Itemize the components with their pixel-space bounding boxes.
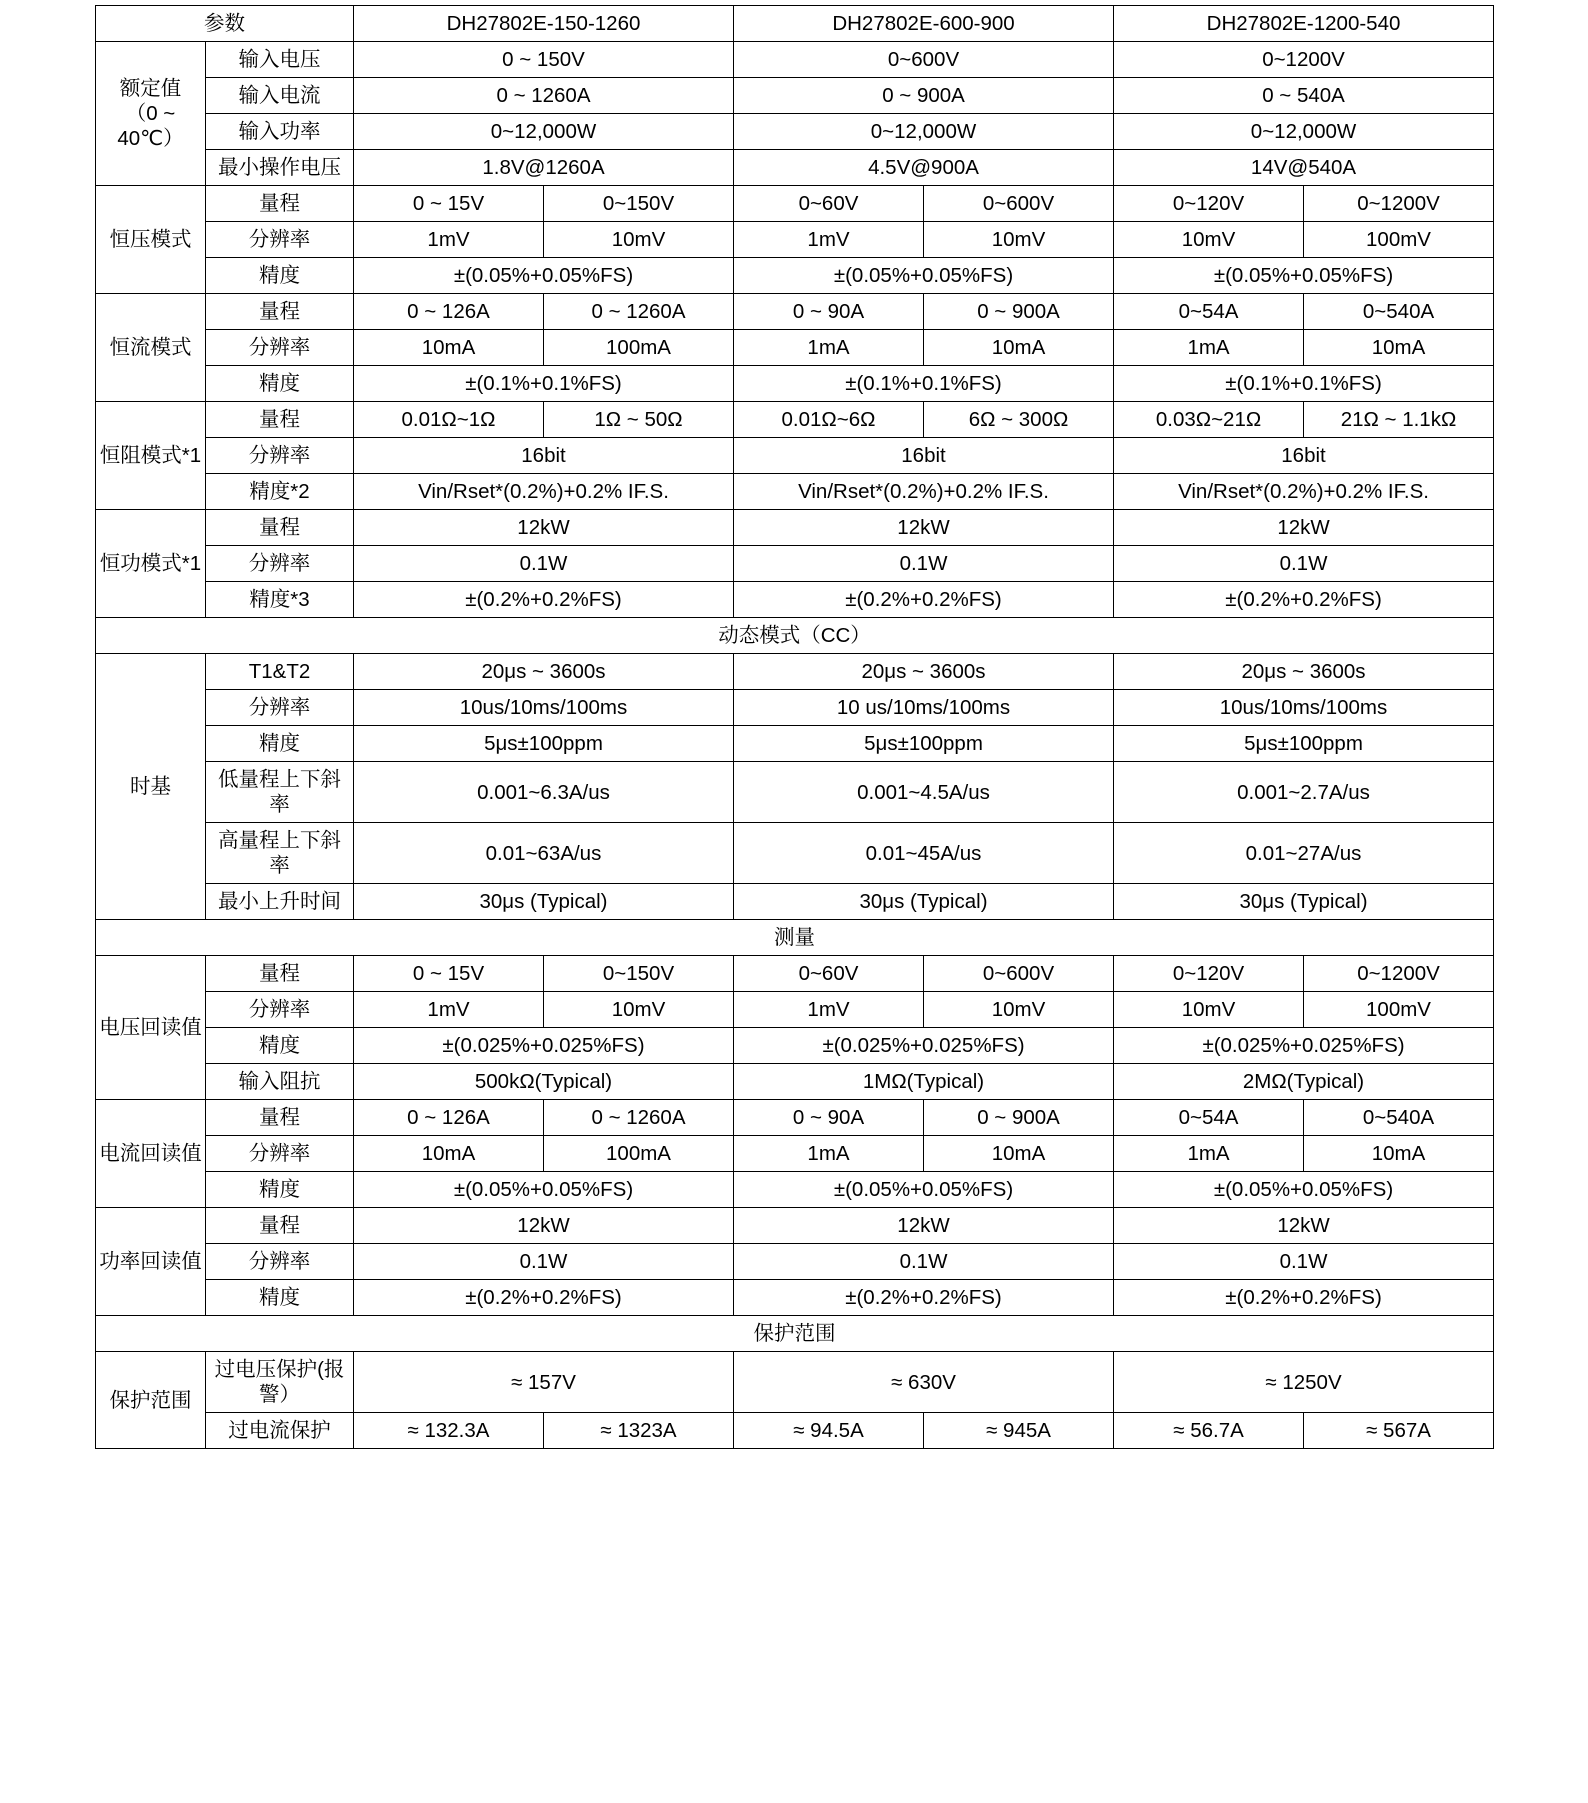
- cell-cv-accuracy-3: ±(0.05%+0.05%FS): [1114, 258, 1494, 294]
- cell-mp-accuracy-3: ±(0.2%+0.2%FS): [1114, 1280, 1494, 1316]
- row-label-mv-range: 量程: [206, 956, 354, 992]
- cell-cv-resolution-4: 10mV: [924, 222, 1114, 258]
- cell-mi-accuracy-1: ±(0.05%+0.05%FS): [354, 1172, 734, 1208]
- row-label-cp-resolution: 分辨率: [206, 546, 354, 582]
- row-label-mv-accuracy: 精度: [206, 1028, 354, 1064]
- cell-input-current-1: 0 ~ 1260A: [354, 78, 734, 114]
- cell-input-power-1: 0~12,000W: [354, 114, 734, 150]
- table-row: [96, 1316, 1494, 1352]
- cell-mp-range-2: 12kW: [734, 1208, 1114, 1244]
- row-label-cc-accuracy: 精度: [206, 366, 354, 402]
- cell-input-impedance-2: 1MΩ(Typical): [734, 1064, 1114, 1100]
- cell-ovp-3: ≈ 1250V: [1114, 1352, 1494, 1413]
- cell-cp-accuracy-2: ±(0.2%+0.2%FS): [734, 582, 1114, 618]
- table-row: [96, 1136, 1494, 1172]
- cell-mi-resolution-3: 1mA: [734, 1136, 924, 1172]
- row-label-input-impedance: 输入阻抗: [206, 1064, 354, 1100]
- cell-cr-range-6: 21Ω ~ 1.1kΩ: [1304, 402, 1494, 438]
- table-row: [96, 1172, 1494, 1208]
- table-row: [96, 726, 1494, 762]
- group-label-cr: 恒阻模式*1: [96, 402, 206, 510]
- row-label-t1t2: T1&T2: [206, 654, 354, 690]
- cell-mv-range-4: 0~600V: [924, 956, 1114, 992]
- cell-tb-resolution-3: 10us/10ms/100ms: [1114, 690, 1494, 726]
- table-row: [96, 78, 1494, 114]
- cell-high-range-slew-3: 0.01~27A/us: [1114, 823, 1494, 884]
- table-row: [96, 42, 1494, 78]
- row-label-cc-resolution: 分辨率: [206, 330, 354, 366]
- row-label-min-rise-time: 最小上升时间: [206, 884, 354, 920]
- table-header-row: [96, 6, 1494, 42]
- cell-cr-accuracy-2: Vin/Rset*(0.2%)+0.2% IF.S.: [734, 474, 1114, 510]
- group-label-protection: 保护范围: [96, 1352, 206, 1449]
- cell-tb-resolution-2: 10 us/10ms/100ms: [734, 690, 1114, 726]
- table-row: [96, 438, 1494, 474]
- cell-mp-resolution-1: 0.1W: [354, 1244, 734, 1280]
- group-label-timebase: 时基: [96, 654, 206, 920]
- specification-table: [95, 5, 1494, 1449]
- cell-ocp-3: ≈ 94.5A: [734, 1413, 924, 1449]
- table-row: [96, 186, 1494, 222]
- row-label-tb-resolution: 分辨率: [206, 690, 354, 726]
- cell-cc-resolution-3: 1mA: [734, 330, 924, 366]
- cell-ocp-5: ≈ 56.7A: [1114, 1413, 1304, 1449]
- row-label-mp-range: 量程: [206, 1208, 354, 1244]
- cell-mv-range-6: 0~1200V: [1304, 956, 1494, 992]
- cell-input-voltage-3: 0~1200V: [1114, 42, 1494, 78]
- cell-mp-resolution-2: 0.1W: [734, 1244, 1114, 1280]
- cell-cc-accuracy-2: ±(0.1%+0.1%FS): [734, 366, 1114, 402]
- cell-low-range-slew-2: 0.001~4.5A/us: [734, 762, 1114, 823]
- cell-cv-resolution-3: 1mV: [734, 222, 924, 258]
- table-row: [96, 1413, 1494, 1449]
- cell-min-rise-time-1: 30μs (Typical): [354, 884, 734, 920]
- cell-low-range-slew-1: 0.001~6.3A/us: [354, 762, 734, 823]
- group-label-voltage-readback: 电压回读值: [96, 956, 206, 1100]
- cell-ovp-2: ≈ 630V: [734, 1352, 1114, 1413]
- cell-mv-range-3: 0~60V: [734, 956, 924, 992]
- table-row: [96, 1244, 1494, 1280]
- cell-t1t2-3: 20μs ~ 3600s: [1114, 654, 1494, 690]
- cell-input-voltage-2: 0~600V: [734, 42, 1114, 78]
- cell-mi-resolution-6: 10mA: [1304, 1136, 1494, 1172]
- cell-ovp-1: ≈ 157V: [354, 1352, 734, 1413]
- cell-input-voltage-1: 0 ~ 150V: [354, 42, 734, 78]
- table-row: [96, 654, 1494, 690]
- cell-mi-accuracy-2: ±(0.05%+0.05%FS): [734, 1172, 1114, 1208]
- group-label-rated: [96, 42, 206, 186]
- cell-cp-range-1: 12kW: [354, 510, 734, 546]
- cell-cr-accuracy-1: Vin/Rset*(0.2%)+0.2% IF.S.: [354, 474, 734, 510]
- cell-cr-resolution-1: 16bit: [354, 438, 734, 474]
- header-param: 参数: [96, 6, 354, 42]
- section-measurement: 测量: [96, 920, 1494, 956]
- cell-t1t2-1: 20μs ~ 3600s: [354, 654, 734, 690]
- cell-mi-range-2: 0 ~ 1260A: [544, 1100, 734, 1136]
- cell-min-operating-voltage-3: 14V@540A: [1114, 150, 1494, 186]
- table-row: [96, 1028, 1494, 1064]
- row-label-cr-resolution: 分辨率: [206, 438, 354, 474]
- cell-mv-resolution-4: 10mV: [924, 992, 1114, 1028]
- group-label-cc: 恒流模式: [96, 294, 206, 402]
- group-label-rated-line3: 40℃）: [117, 127, 184, 150]
- cell-high-range-slew-1: 0.01~63A/us: [354, 823, 734, 884]
- cell-cc-range-4: 0 ~ 900A: [924, 294, 1114, 330]
- table-row: [96, 294, 1494, 330]
- cell-cc-resolution-1: 10mA: [354, 330, 544, 366]
- table-row: [96, 510, 1494, 546]
- row-label-tb-accuracy: 精度: [206, 726, 354, 762]
- cell-cv-resolution-5: 10mV: [1114, 222, 1304, 258]
- cell-cc-resolution-6: 10mA: [1304, 330, 1494, 366]
- cell-mv-resolution-3: 1mV: [734, 992, 924, 1028]
- cell-cp-range-2: 12kW: [734, 510, 1114, 546]
- cell-cr-resolution-2: 16bit: [734, 438, 1114, 474]
- row-label-cc-range: 量程: [206, 294, 354, 330]
- cell-t1t2-2: 20μs ~ 3600s: [734, 654, 1114, 690]
- row-label-cr-accuracy: 精度*2: [206, 474, 354, 510]
- table-row: [96, 1064, 1494, 1100]
- table-row: [96, 402, 1494, 438]
- row-label-min-operating-voltage: 最小操作电压: [206, 150, 354, 186]
- cell-ocp-1: ≈ 132.3A: [354, 1413, 544, 1449]
- cell-mi-resolution-4: 10mA: [924, 1136, 1114, 1172]
- group-label-current-readback: 电流回读值: [96, 1100, 206, 1208]
- cell-input-power-3: 0~12,000W: [1114, 114, 1494, 150]
- group-label-power-readback: 功率回读值: [96, 1208, 206, 1316]
- cell-cc-accuracy-1: ±(0.1%+0.1%FS): [354, 366, 734, 402]
- cell-cp-resolution-2: 0.1W: [734, 546, 1114, 582]
- table-row: [96, 546, 1494, 582]
- cell-mv-range-1: 0 ~ 15V: [354, 956, 544, 992]
- cell-cv-resolution-2: 10mV: [544, 222, 734, 258]
- table-row: [96, 762, 1494, 823]
- table-row: [96, 1208, 1494, 1244]
- cell-tb-accuracy-1: 5μs±100ppm: [354, 726, 734, 762]
- cell-mp-range-3: 12kW: [1114, 1208, 1494, 1244]
- cell-cc-range-5: 0~54A: [1114, 294, 1304, 330]
- cell-tb-resolution-1: 10us/10ms/100ms: [354, 690, 734, 726]
- section-dynamic-mode: 动态模式（CC）: [96, 618, 1494, 654]
- row-label-mi-range: 量程: [206, 1100, 354, 1136]
- cell-cv-range-3: 0~60V: [734, 186, 924, 222]
- cell-cp-resolution-3: 0.1W: [1114, 546, 1494, 582]
- cell-cr-resolution-3: 16bit: [1114, 438, 1494, 474]
- cell-cv-range-1: 0 ~ 15V: [354, 186, 544, 222]
- table-row: [96, 258, 1494, 294]
- cell-mv-accuracy-1: ±(0.025%+0.025%FS): [354, 1028, 734, 1064]
- cell-input-impedance-3: 2MΩ(Typical): [1114, 1064, 1494, 1100]
- group-label-cp: 恒功模式*1: [96, 510, 206, 618]
- cell-mi-range-4: 0 ~ 900A: [924, 1100, 1114, 1136]
- cell-input-power-2: 0~12,000W: [734, 114, 1114, 150]
- cell-mv-range-2: 0~150V: [544, 956, 734, 992]
- table-row: [96, 618, 1494, 654]
- table-row: [96, 823, 1494, 884]
- table-row: [96, 582, 1494, 618]
- cell-mv-range-5: 0~120V: [1114, 956, 1304, 992]
- cell-tb-accuracy-2: 5μs±100ppm: [734, 726, 1114, 762]
- row-label-cp-accuracy: 精度*3: [206, 582, 354, 618]
- table-row: [96, 114, 1494, 150]
- cell-cv-range-2: 0~150V: [544, 186, 734, 222]
- header-model-1: DH27802E-150-1260: [354, 6, 734, 42]
- table-row: [96, 222, 1494, 258]
- row-label-cr-range: 量程: [206, 402, 354, 438]
- cell-mv-resolution-1: 1mV: [354, 992, 544, 1028]
- cell-cr-range-2: 1Ω ~ 50Ω: [544, 402, 734, 438]
- cell-input-current-2: 0 ~ 900A: [734, 78, 1114, 114]
- row-label-ovp: 过电压保护(报警）: [206, 1352, 354, 1413]
- cell-cr-range-4: 6Ω ~ 300Ω: [924, 402, 1114, 438]
- cell-ocp-6: ≈ 567A: [1304, 1413, 1494, 1449]
- table-row: [96, 956, 1494, 992]
- cell-mp-accuracy-2: ±(0.2%+0.2%FS): [734, 1280, 1114, 1316]
- cell-cc-range-6: 0~540A: [1304, 294, 1494, 330]
- cell-low-range-slew-3: 0.001~2.7A/us: [1114, 762, 1494, 823]
- cell-cc-resolution-4: 10mA: [924, 330, 1114, 366]
- row-label-high-range-slew: 高量程上下斜率: [206, 823, 354, 884]
- cell-min-rise-time-3: 30μs (Typical): [1114, 884, 1494, 920]
- cell-tb-accuracy-3: 5μs±100ppm: [1114, 726, 1494, 762]
- cell-mp-range-1: 12kW: [354, 1208, 734, 1244]
- cell-mi-accuracy-3: ±(0.05%+0.05%FS): [1114, 1172, 1494, 1208]
- header-model-3: DH27802E-1200-540: [1114, 6, 1494, 42]
- table-row: [96, 330, 1494, 366]
- cell-cv-accuracy-2: ±(0.05%+0.05%FS): [734, 258, 1114, 294]
- group-label-rated-line2: （0 ~: [125, 102, 176, 125]
- cell-cp-range-3: 12kW: [1114, 510, 1494, 546]
- cell-cc-resolution-5: 1mA: [1114, 330, 1304, 366]
- cell-cv-accuracy-1: ±(0.05%+0.05%FS): [354, 258, 734, 294]
- cell-cr-range-3: 0.01Ω~6Ω: [734, 402, 924, 438]
- cell-ocp-4: ≈ 945A: [924, 1413, 1114, 1449]
- cell-mp-accuracy-1: ±(0.2%+0.2%FS): [354, 1280, 734, 1316]
- row-label-ocp: 过电流保护: [206, 1413, 354, 1449]
- row-label-mi-accuracy: 精度: [206, 1172, 354, 1208]
- row-label-cv-resolution: 分辨率: [206, 222, 354, 258]
- row-label-input-voltage: 输入电压: [206, 42, 354, 78]
- row-label-input-current: 输入电流: [206, 78, 354, 114]
- table-row: [96, 920, 1494, 956]
- cell-cv-range-5: 0~120V: [1114, 186, 1304, 222]
- row-label-mp-accuracy: 精度: [206, 1280, 354, 1316]
- cell-mi-resolution-5: 1mA: [1114, 1136, 1304, 1172]
- cell-mp-resolution-3: 0.1W: [1114, 1244, 1494, 1280]
- cell-cp-resolution-1: 0.1W: [354, 546, 734, 582]
- table-row: [96, 474, 1494, 510]
- cell-cc-range-3: 0 ~ 90A: [734, 294, 924, 330]
- cell-min-rise-time-2: 30μs (Typical): [734, 884, 1114, 920]
- row-label-cv-accuracy: 精度: [206, 258, 354, 294]
- cell-cr-accuracy-3: Vin/Rset*(0.2%)+0.2% IF.S.: [1114, 474, 1494, 510]
- row-label-low-range-slew: 低量程上下斜率: [206, 762, 354, 823]
- cell-cp-accuracy-3: ±(0.2%+0.2%FS): [1114, 582, 1494, 618]
- table-row: [96, 1280, 1494, 1316]
- cell-high-range-slew-2: 0.01~45A/us: [734, 823, 1114, 884]
- section-protection-range: 保护范围: [96, 1316, 1494, 1352]
- row-label-input-power: 输入功率: [206, 114, 354, 150]
- cell-input-impedance-1: 500kΩ(Typical): [354, 1064, 734, 1100]
- cell-min-operating-voltage-1: 1.8V@1260A: [354, 150, 734, 186]
- cell-mi-range-6: 0~540A: [1304, 1100, 1494, 1136]
- table-row: [96, 1100, 1494, 1136]
- cell-mi-resolution-2: 100mA: [544, 1136, 734, 1172]
- cell-mi-range-5: 0~54A: [1114, 1100, 1304, 1136]
- cell-mi-range-3: 0 ~ 90A: [734, 1100, 924, 1136]
- table-row: [96, 690, 1494, 726]
- row-label-cv-range: 量程: [206, 186, 354, 222]
- cell-cc-range-2: 0 ~ 1260A: [544, 294, 734, 330]
- cell-mi-resolution-1: 10mA: [354, 1136, 544, 1172]
- row-label-cp-range: 量程: [206, 510, 354, 546]
- cell-mv-accuracy-3: ±(0.025%+0.025%FS): [1114, 1028, 1494, 1064]
- cell-mv-resolution-6: 100mV: [1304, 992, 1494, 1028]
- cell-cv-range-4: 0~600V: [924, 186, 1114, 222]
- table-row: [96, 992, 1494, 1028]
- cell-cc-range-1: 0 ~ 126A: [354, 294, 544, 330]
- table-row: [96, 884, 1494, 920]
- cell-cr-range-5: 0.03Ω~21Ω: [1114, 402, 1304, 438]
- cell-cp-accuracy-1: ±(0.2%+0.2%FS): [354, 582, 734, 618]
- group-label-rated-line1: 额定值: [119, 77, 182, 100]
- cell-input-current-3: 0 ~ 540A: [1114, 78, 1494, 114]
- cell-min-operating-voltage-2: 4.5V@900A: [734, 150, 1114, 186]
- row-label-mv-resolution: 分辨率: [206, 992, 354, 1028]
- cell-cv-resolution-6: 100mV: [1304, 222, 1494, 258]
- cell-cv-resolution-1: 1mV: [354, 222, 544, 258]
- cell-mi-range-1: 0 ~ 126A: [354, 1100, 544, 1136]
- cell-cc-resolution-2: 100mA: [544, 330, 734, 366]
- table-row: [96, 366, 1494, 402]
- cell-mv-resolution-5: 10mV: [1114, 992, 1304, 1028]
- row-label-mi-resolution: 分辨率: [206, 1136, 354, 1172]
- group-label-cv: 恒压模式: [96, 186, 206, 294]
- table-row: [96, 150, 1494, 186]
- cell-cr-range-1: 0.01Ω~1Ω: [354, 402, 544, 438]
- cell-mv-resolution-2: 10mV: [544, 992, 734, 1028]
- row-label-mp-resolution: 分辨率: [206, 1244, 354, 1280]
- cell-cv-range-6: 0~1200V: [1304, 186, 1494, 222]
- cell-ocp-2: ≈ 1323A: [544, 1413, 734, 1449]
- cell-mv-accuracy-2: ±(0.025%+0.025%FS): [734, 1028, 1114, 1064]
- header-model-2: DH27802E-600-900: [734, 6, 1114, 42]
- table-row: [96, 1352, 1494, 1413]
- cell-cc-accuracy-3: ±(0.1%+0.1%FS): [1114, 366, 1494, 402]
